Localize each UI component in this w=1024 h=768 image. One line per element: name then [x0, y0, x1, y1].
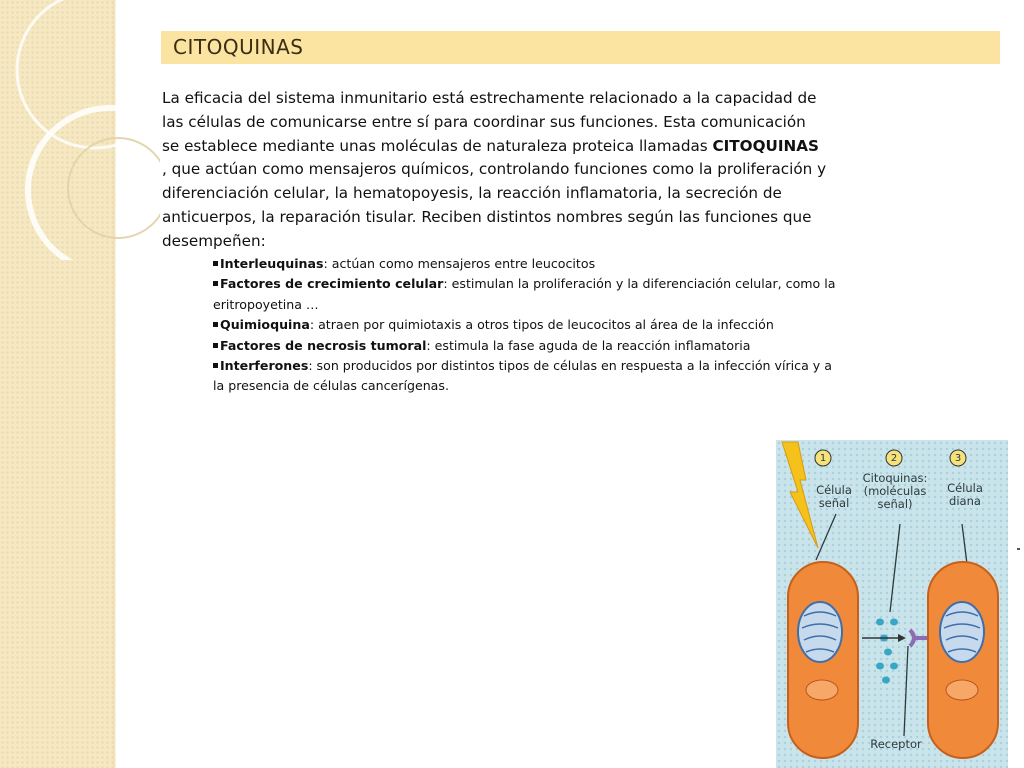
cell-signaling-figure	[776, 440, 1008, 768]
bullet-square-icon	[213, 363, 218, 368]
cytokines-label-line: Citoquinas:	[862, 471, 928, 485]
intro-paragraph	[162, 87, 827, 254]
list-item-term: Quimioquina	[220, 317, 310, 333]
cytokines-label	[858, 472, 932, 511]
list-item-desc: : atraen por quimiotaxis a otros tipos de leucocitos al área de la infección	[309, 317, 774, 333]
target-cell-nucleus	[946, 680, 978, 700]
bullet-square-icon	[213, 322, 218, 327]
arrow-head-icon	[898, 634, 906, 642]
list-item-desc: : estimulan la proliferación y la diferenciación celular, como la eritropoyetina …	[213, 276, 836, 312]
cytokines-label-line: señal)	[877, 497, 913, 511]
list-item-term: Factores de necrosis tumoral	[220, 337, 427, 353]
intro-text: La eficacia del sistema inmunitario está estrechamente relacionado a la capacidad de las células de comunicarse entre sí para coordinar sus funciones. Esta comunicación se establece mediante unas moléculas de naturaleza proteica llamadas	[162, 89, 817, 155]
decorative-ring-top	[17, 0, 160, 148]
list-item	[213, 254, 843, 274]
intro-text-rest: , que actúan como mensajeros químicos, controlando funciones como la proliferación y diferenciación celular, la hematopoyesis, la reacción inflamatoria, la secreción de anticuerpos, la reparación tisular. Reciben distintos nombres según las funciones que desempeñen:	[162, 160, 827, 250]
bullet-square-icon	[213, 281, 218, 286]
cytokine-molecule-icon	[882, 677, 890, 684]
list-item-desc: : estimula la fase aguda de la reacción inflamatoria	[426, 337, 751, 353]
slide-title: CITOQUINAS	[173, 35, 304, 59]
list-item-term: Interleuquinas	[220, 256, 324, 271]
list-item-term: Factores de crecimiento celular	[220, 276, 444, 292]
cytokine-molecule-icon	[876, 619, 884, 626]
leader-line-receptor	[904, 646, 908, 736]
decorative-rings	[0, 0, 160, 260]
cytokine-molecule-icon	[890, 663, 898, 670]
list-item	[213, 336, 843, 356]
target-cell-organelle	[940, 602, 984, 662]
list-item	[213, 274, 843, 315]
bullet-square-icon	[213, 261, 218, 266]
list-item-term: Interferones	[220, 358, 309, 374]
cytokine-molecule-icon	[890, 619, 898, 626]
signal-cell-label-line: señal	[818, 496, 850, 510]
leader-line-signal-cell	[816, 514, 836, 560]
cytokine-molecule-icon	[884, 649, 892, 656]
list-item-desc: : actúan como mensajeros entre leucocitos	[323, 256, 596, 271]
leader-line-cytokines	[890, 524, 900, 612]
cytokine-molecule-icon	[876, 663, 884, 670]
decorative-dot	[1017, 548, 1020, 550]
step-number: 1	[819, 453, 827, 464]
signal-cell-label-line: Célula	[816, 483, 852, 497]
list-item-desc: : son producidos por distintos tipos de células en respuesta a la infección vírica y a la presencia de células cancerígenas.	[213, 358, 832, 394]
target-cell-label	[940, 482, 990, 508]
intro-keyword: CITOQUINAS	[712, 136, 819, 155]
list-item	[213, 356, 843, 397]
signal-cell-label	[810, 484, 858, 510]
cytokines-label-line: (moléculas	[863, 484, 927, 498]
target-cell-label-line: Célula	[947, 481, 983, 495]
target-cell-label-line: diana	[949, 494, 981, 508]
bullet-square-icon	[213, 343, 218, 348]
receptor-label: Receptor	[870, 737, 922, 751]
title-bar	[161, 31, 1000, 64]
step-number: 2	[890, 453, 898, 464]
cytokine-types-list	[213, 254, 843, 397]
list-item	[213, 315, 843, 335]
decorative-ring-inner	[68, 138, 160, 238]
step-number: 3	[954, 453, 962, 464]
signal-cell-organelle	[798, 602, 842, 662]
signal-cell-nucleus	[806, 680, 838, 700]
